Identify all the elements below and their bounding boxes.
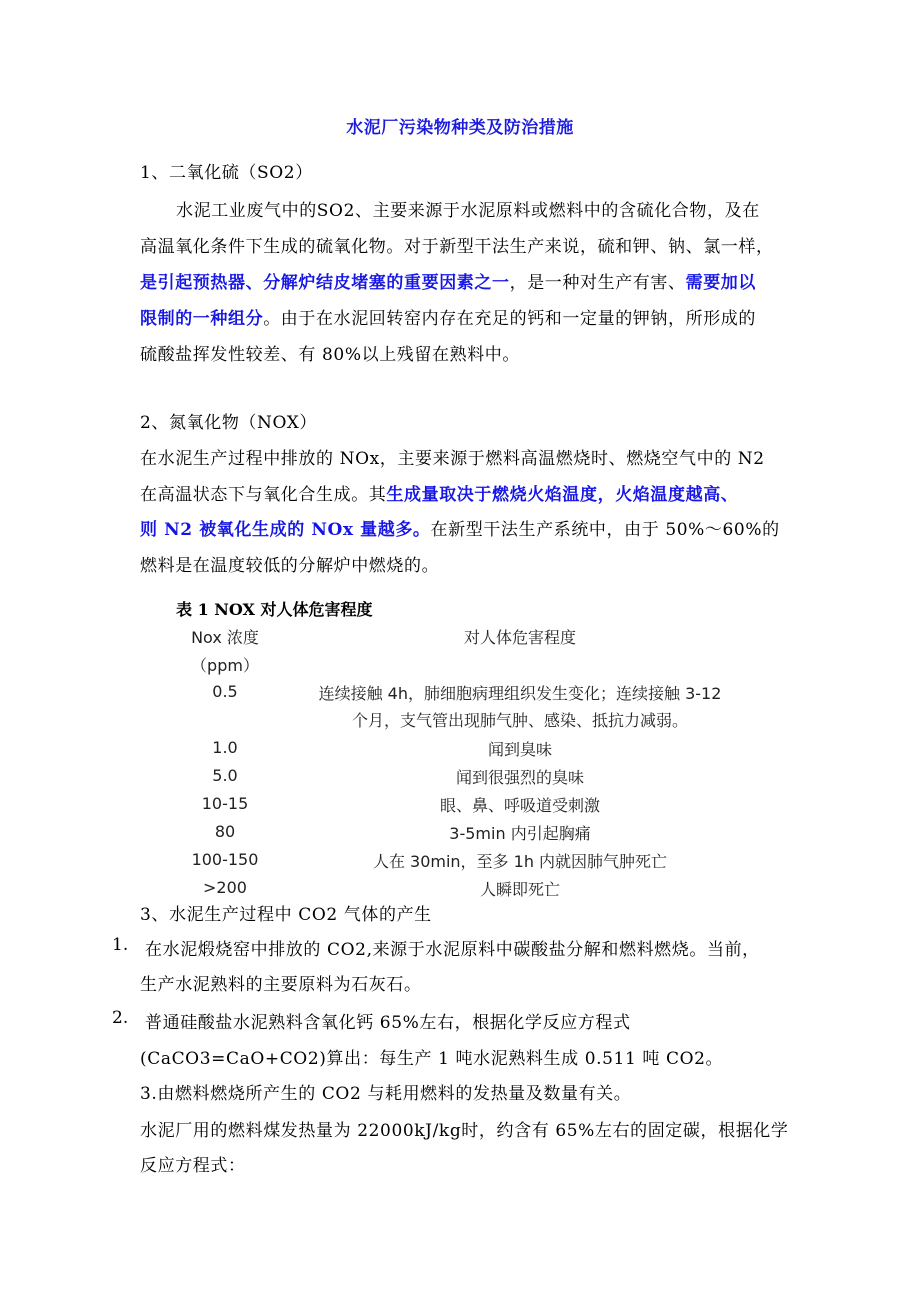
s2-highlight-1: 生成量取决于燃烧火焰温度，火焰温度越高、	[386, 485, 739, 505]
table-header-col1-line1: Nox 浓度	[191, 628, 259, 647]
table-cell-conc: 100-150	[191, 850, 259, 869]
table-cell-effect: 人在 30min，至多 1h 内就因肺气肿死亡	[372, 852, 668, 871]
s1-line-5: 硫酸盐挥发性较差、有 80%以上残留在熟料中。	[140, 345, 520, 365]
section-3-heading: 3、水泥生产过程中 CO2 气体的产生	[140, 905, 432, 925]
table-header-col2: 对人体危害程度	[463, 628, 576, 647]
s2-line-3	[140, 515, 780, 540]
table-cell-conc: 10-15	[201, 794, 249, 813]
s1-highlight-3: 限制的一种组分	[140, 309, 264, 329]
s2-line-2	[140, 480, 738, 505]
table-cell-effect: 连续接触 4h，肺细胞病理组织发生变化；连续接触 3-12	[318, 684, 722, 703]
s1-line-4	[140, 304, 756, 329]
table-cell-conc: 1.0	[212, 738, 238, 757]
s2-line-4: 燃料是在温度较低的分解炉中燃烧的。	[140, 556, 440, 576]
list-number: 2.	[112, 1008, 129, 1028]
s1-line-1: 水泥工业废气中的SO2、主要来源于水泥原料或燃料中的含硫化合物，及在	[176, 201, 760, 221]
table-cell-conc: 5.0	[212, 766, 238, 785]
table-cell-conc: 0.5	[212, 682, 238, 701]
section-1-heading: 1、二氧化硫（SO2）	[140, 163, 313, 183]
s1-line-4-rest: 。由于在水泥回转窑内存在充足的钙和一定量的钾钠，所形成的	[263, 309, 757, 329]
paragraph-4-line-1: 水泥厂用的燃料煤发热量为 22000kJ/kg时，约含有 65%左右的固定碳，根据化学	[140, 1121, 789, 1141]
list-item-2-line-2: (CaCO3=CaO+CO2)算出：每生产 1 吨水泥熟料生成 0.511 吨 CO2。	[140, 1049, 724, 1069]
s2-line-2-plain: 在高温状态下与氧化合生成。其	[140, 485, 387, 505]
table-cell-effect: 3-5min 内引起胸痛	[449, 824, 591, 843]
s1-highlight-2: 需要加以	[685, 273, 757, 293]
s2-highlight-2: 则 N2 被氧化生成的 NOx 量越多。	[140, 520, 431, 540]
table-title: 表 1 NOX 对人体危害程度	[176, 600, 373, 619]
list-number: 1.	[112, 935, 129, 955]
list-item-2-line-1: 普通硅酸盐水泥熟料含氧化钙 65%左右，根据化学反应方程式	[145, 1013, 631, 1033]
s2-line-3-rest: 在新型干法生产系统中，由于 50%～60%的	[430, 520, 780, 540]
table-cell-conc: 80	[214, 822, 236, 841]
paragraph-3: 3.由燃料燃烧所产生的 CO2 与耗用燃料的发热量及数量有关。	[140, 1084, 632, 1104]
section-2-heading: 2、氮氧化物（NOX）	[140, 413, 318, 433]
list-item-1-line-2: 生产水泥熟料的主要原料为石灰石。	[140, 975, 422, 995]
s2-line-1: 在水泥生产过程中排放的 NOx，主要来源于燃料高温燃烧时、燃烧空气中的 N2	[140, 449, 765, 469]
page-title: 水泥厂污染物种类及防治措施	[346, 118, 574, 138]
paragraph-4-line-2: 反应方程式：	[140, 1156, 246, 1176]
s1-line-3-mid: ，是一种对生产有害、	[509, 273, 686, 293]
table-cell-effect: 眼、鼻、呼吸道受刺激	[439, 796, 600, 815]
table-cell-effect: 人瞬即死亡	[479, 880, 560, 899]
table-cell-conc: >200	[203, 878, 247, 897]
table-cell-effect: 闻到很强烈的臭味	[455, 768, 584, 787]
s1-highlight-1: 是引起预热器、分解炉结皮堵塞的重要因素之一	[140, 273, 510, 293]
table-cell-effect-cont: 个月，支气管出现肺气肿、感染、抵抗力减弱。	[351, 711, 688, 730]
s1-line-3	[140, 268, 756, 293]
s1-line-2: 高温氧化条件下生成的硫氧化物。对于新型干法生产来说，硫和钾、钠、氯一样，	[140, 237, 774, 257]
list-item-1-line-1: 在水泥煅烧窑中排放的 CO2,来源于水泥原料中碳酸盐分解和燃料燃烧。当前，	[145, 940, 760, 960]
table-header-col1-line2: （ppm）	[191, 656, 259, 675]
table-cell-effect: 闻到臭味	[487, 740, 552, 759]
